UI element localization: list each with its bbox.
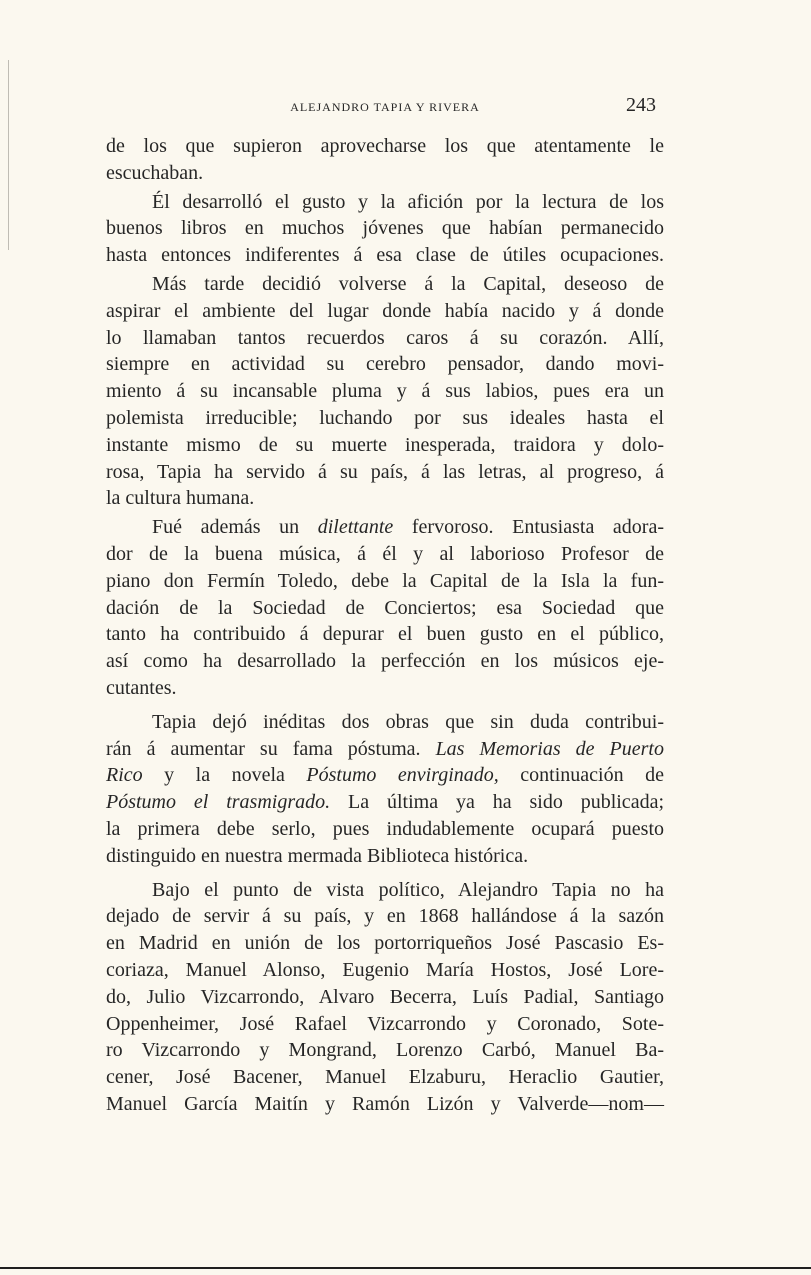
page-number: 243 [626,94,656,116]
text-line: tanto ha contribuido á depurar el buen gusto en el público, [106,623,664,646]
text-line [106,736,664,763]
text-line: la primera debe serlo, pues indudablemente ocupará puesto [106,817,664,840]
text-line: Oppenheimer, José Rafael Vizcarrondo y Coronado, Sote- [106,1012,664,1035]
text-line: distinguido en nuestra mermada Biblioteca histórica. [106,844,529,867]
text-line: do, Julio Vizcarrondo, Alvaro Becerra, Luís Padial, Santiago [106,985,664,1008]
paragraph-5 [106,709,664,870]
text-line: dor de la buena música, á él y al laborioso Profesor de [106,542,664,565]
text-line: buenos libros en muchos jóvenes que habían permanecido [106,217,664,240]
text-line: Más tarde decidió volverse á la Capital, deseoso de [152,272,664,295]
text-line [106,789,664,816]
paragraph-4 [106,514,664,702]
text-line: así como ha desarrollado la perfección en los músicos eje- [106,650,664,673]
italic-title: Rico [106,764,143,787]
paragraph-2 [106,189,664,269]
text-run: rán á aumentar su fama póstuma. [106,737,436,760]
text-line: Tapia dejó inéditas dos obras que sin duda contribui- [152,710,664,733]
paragraph-3 [106,271,664,512]
body-text [106,133,664,1118]
text-line: de los que supieron aprovecharse los que atentamente le [106,135,664,157]
text-line: cutantes. [106,676,177,699]
text-line: miento á su incansable pluma y á sus labios, pues era un [106,380,664,403]
paragraph-1 [106,133,664,187]
text-line: polemista irreducible; luchando por sus ideales hasta el [106,406,664,429]
italic-term: dilettante [317,516,394,539]
text-line: siempre en actividad su cerebro pensador, dando movi- [106,353,664,376]
text-line: coriaza, Manuel Alonso, Eugenio María Hostos, José Lore- [106,958,664,981]
text-line: la cultura humana. [106,487,255,510]
text-line: Él desarrolló el gusto y la afición por la lectura de los [152,190,664,213]
running-head: ALEJANDRO TAPIA Y RIVERA [290,100,480,114]
text-line: cener, José Bacener, Manuel Elzaburu, Heraclio Gautier, [106,1066,664,1089]
page-edge-line [0,1267,811,1269]
text-line: aspirar el ambiente del lugar donde había nacido y á donde [106,299,664,322]
text-line: en Madrid en unión de los portorriqueños José Pascasio Es- [106,932,664,955]
italic-title: Póstumo envirginado, [306,764,499,787]
text-line: hasta entonces indiferentes á esa clase de útiles ocupaciones. [106,244,664,267]
text-run: La última ya ha sido publicada; [330,791,664,814]
page-header [106,94,664,118]
text-line: Manuel García Maitín y Ramón Lizón y Valverde—nom— [106,1092,664,1115]
text-line: dejado de servir á su país, y en 1868 hallándose á la sazón [106,905,664,928]
text-line: lo llamaban tantos recuerdos caros á su corazón. Allí, [106,326,664,349]
text-line: ro Vizcarrondo y Mongrand, Lorenzo Carbó, Manuel Ba- [106,1039,664,1062]
text-line: instante mismo de su muerte inesperada, traidora y dolo- [106,433,664,456]
text-run: continuación de [498,764,664,787]
gutter-shadow-line [8,60,9,250]
text-line [106,762,664,789]
text-line: rosa, Tapia ha servido á su país, á las letras, al progreso, á [106,460,664,483]
text-run: y la novela [142,764,307,787]
text-line: Bajo el punto de vista político, Alejandro Tapia no ha [152,878,664,901]
italic-title: Póstumo el trasmigrado. [106,791,331,814]
text-line [106,514,664,541]
text-run: Fué además un [152,516,318,539]
text-line: escuchaban. [106,161,204,184]
paragraph-6 [106,877,664,1118]
text-run: fervoroso. Entusiasta adora- [393,516,664,539]
text-line: piano don Fermín Toledo, debe la Capital de la Isla la fun- [106,569,664,592]
text-line: dación de la Sociedad de Conciertos; esa Sociedad que [106,596,664,619]
italic-title: Las Memorias de Puerto [435,737,664,760]
